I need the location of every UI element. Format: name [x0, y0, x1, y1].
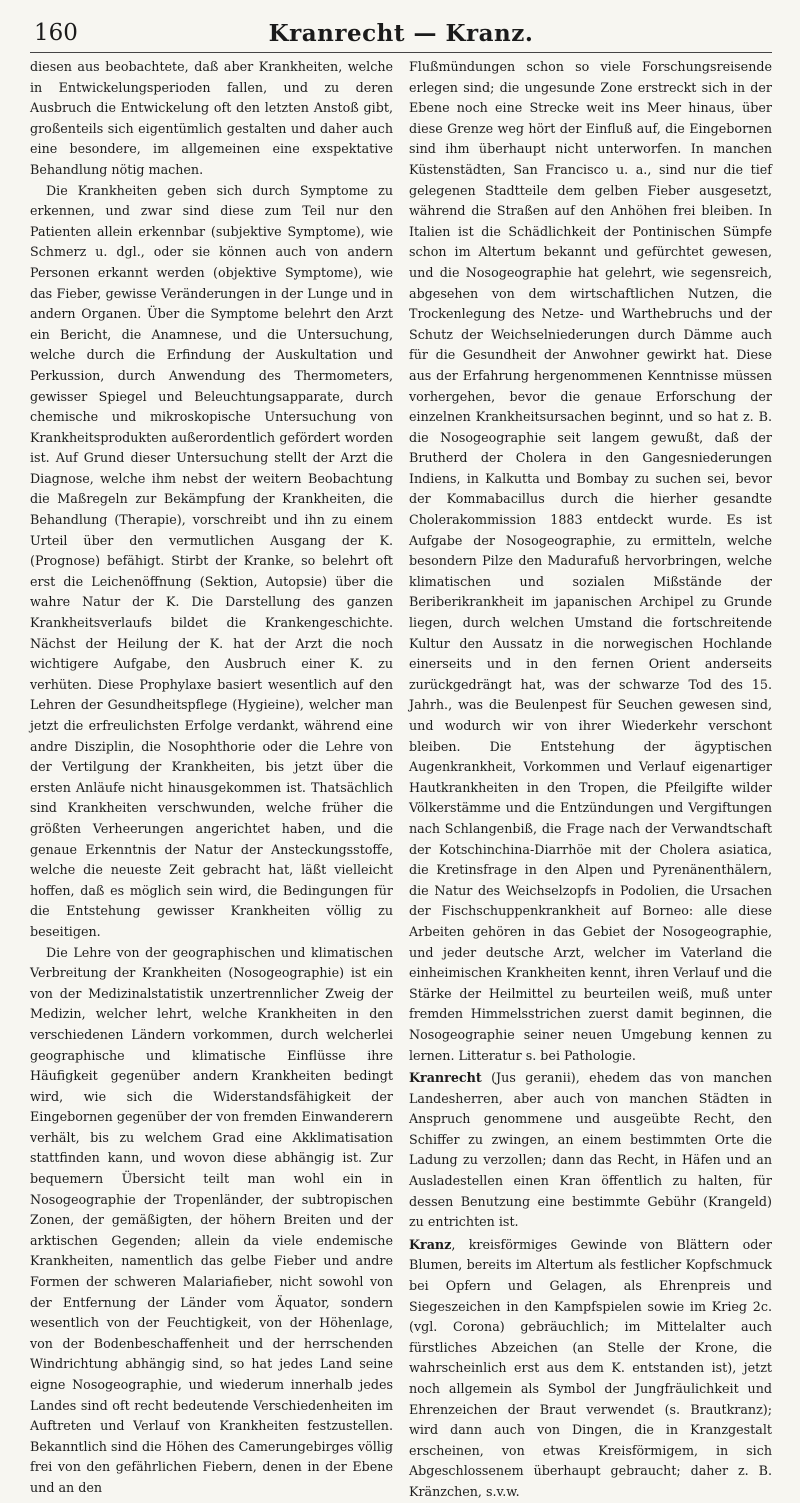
dictionary-entry [409, 1235, 772, 1503]
left-column [30, 57, 393, 1503]
entry-text: (Jus geranii), ehedem das von manchen Landesherren, aber auch von manchen Städten in Anspruch genommene und ausgeübte Recht, den Schiffer zu zwingen, an einem bestimmten Orte die Ladung zu verzollen; dann das Recht, in Häfen und an Ausladestellen einen Kran öffentlich zu halten, für dessen Benutzung eine bestimmte Gebühr (Krangeld) zu entrichten ist. [409, 1070, 772, 1230]
text-columns [30, 57, 772, 1503]
header-rule [30, 52, 772, 53]
dictionary-entry [409, 1068, 772, 1233]
entry-headword: Kranz [409, 1236, 452, 1252]
entry-text: , kreisförmiges Gewinde von Blättern oder Blumen, bereits im Altertum als festlicher Kopfschmuck bei Opfern und Gelagen, als Ehrenpreis und Siegeszeichen in den Kampfspielen sowie im Krieg 2c. (vgl. Corona) gebräuchlich; im Mittelalter auch fürstliches Abzeichen (an Stelle der Krone, die wahrscheinlich erst aus dem K. entstanden ist), jetzt noch allgemein als Symbol der Jungfräulichkeit und Ehrenzeichen der Braut verwendet (s. Brautkranz); wird dann auch von Dingen, die in Kranzgestalt erscheinen, von etwas Kreisförmigem, in sich Abgeschlossenem überhaupt gebraucht; daher z. B. Kränzchen, s.v.w. [409, 1236, 772, 1499]
right-column [409, 57, 772, 1503]
paragraph: Die Lehre von der geographischen und klimatischen Verbreitung der Krankheiten (Nosogeographie) ist ein von der Medizinalstatistik unzertrennlicher Zweig der Medizin, welcher lehrt, welche Krankheiten in den verschiedenen Ländern vorkommen, durch welcherlei geographische und klimatische Einflüsse ihre Häufigkeit gegenüber andern Krankheiten bedingt wird, wie sich die Widerstandsfähigkeit der Eingebornen gegenüber der von fremden Einwanderern verhält, bis zu welchem Grad eine Akklimatisation stattfinden kann, und wovon diese abhängig ist. Zur bequemern Übersicht teilt man wohl ein in Nosogeographie der Tropenländer, der subtropischen Zonen, der gemäßigten, der höhern Breiten und der arktischen Gegenden; allein da viele endemische Krankheiten, namentlich das gelbe Fieber und andre Formen der schweren Malariafieber, nicht sowohl von der Entfernung der Länder vom Äquator, sondern wesentlich von der Feuchtigkeit, von der Höhenlage, von der Bodenbeschaffenheit und der herrschenden Windrichtung abhängig sind, so hat jedes Land seine eigne Nosogeographie, und wiederum innerhalb jedes Landes sind oft recht bedeutende Verschiedenheiten im Auftreten und Verlauf von Krankheiten festzustellen. Bekanntlich sind die Höhen des Camerungebirges völlig frei von den gefährlichen Fiebern, denen in der Ebene und an den [30, 944, 393, 1495]
paragraph: Die Krankheiten geben sich durch Symptome zu erkennen, und zwar sind diese zum Teil nur den Patienten allein erkennbar (subjektive Symptome), wie Schmerz u. dgl., oder sie können auch von andern Personen erkannt werden (objektive Symptome), wie das Fieber, gewisse Veränderungen in der Lunge und in andern Organen. Über die Symptome belehrt den Arzt ein Bericht, die Anamnese, und die Untersuchung, welche durch die Erfindung der Auskultation und Perkussion, durch Anwendung des Thermometers, gewisser Spiegel und Beleuchtungsapparate, durch chemische und mikroskopische Untersuchung von Krankheitsprodukten außerordentlich gefördert worden ist. Auf Grund dieser Untersuchung stellt der Arzt die Diagnose, welche ihm nebst der weitern Beobachtung die Maßregeln zur Bekämpfung der Krankheiten, die Behandlung (Therapie), vorschreibt und ihn zu einem Urteil über den vermutlichen Ausgang der K. (Prognose) befähigt. Stirbt der Kranke, so belehrt oft erst die Leichenöffnung (Sektion, Autopsie) über die wahre Natur der K. Die Darstellung des ganzen Krankheitsverlaufs bildet die Krankengeschichte. Nächst der Heilung der K. hat der Arzt die noch wichtigere Aufgabe, den Ausbruch einer K. zu verhüten. Diese Prophylaxe basiert wesentlich auf den Lehren der Gesundheitspflege (Hygieine), welcher man jetzt die erfreulichsten Erfolge verdankt, während eine andre Disziplin, die Nosophthorie oder die Lehre von der Vertilgung der Krankheiten, bis jetzt über die ersten Anläufe nicht hinausgekommen ist. Thatsächlich sind Krankheiten verschwunden, welche früher die größten Verheerungen angerichtet haben, und die genaue Erkenntnis der Natur der Ansteckungsstoffe, welche die neueste Zeit gebracht hat, läßt vielleicht hoffen, daß es möglich sein wird, die Bedingungen für die Entstehung gewisser Krankheiten völlig zu beseitigen. [30, 182, 393, 939]
paragraph: Flußmündungen schon so viele Forschungsreisende erlegen sind; die ungesunde Zone erstreckt sich in der Ebene noch eine Strecke weit ins Meer hinaus, über diese Grenze weg hört der Einfluß auf, die Eingebornen sind ihm überhaupt nicht unterworfen. In manchen Küstenstädten, San Francisco u. a., sind nur die tief gelegenen Stadtteile dem gelben Fieber ausgesetzt, während die Straßen auf den Anhöhen frei bleiben. In Italien ist die Schädlichkeit der Pontinischen Sümpfe schon im Altertum bekannt und gefürchtet gewesen, und die Nosogeographie hat gelehrt, wie segensreich, abgesehen von dem wirtschaftlichen Nutzen, die Trockenlegung des Netze- und Warthebruchs und der Schutz der Weichselniederungen durch Dämme auch für die Gesundheit der Anwohner gewirkt hat. Diese aus der Erfahrung hergenommenen Kenntnisse müssen vorhergehen, bevor die genaue Erforschung der einzelnen Krankheitsursachen beginnt, und so hat z. B. die Nosogeographie seit langem gewußt, daß der Brutherd der Cholera in den Gangesniederungen Indiens, in Kalkutta und Bombay zu suchen sei, bevor der Kommabacillus durch die hierher gesandte Cholerakommission 1883 entdeckt wurde. Es ist Aufgabe der Nosogeographie, zu ermitteln, welche besondern Pilze den Madurafuß hervorbringen, welche klimatischen und sozialen Mißstände der Beriberikrankheit im japanischen Archipel zu Grunde liegen, durch welchen Umstand die fortschreitende Kultur den Aussatz in die norwegischen Hochlande einerseits und in den fernen Orient anderseits zurückgedrängt hat, was der schwarze Tod des 15. Jahrh., was die Beulenpest für Seuchen gewesen sind, und wodurch wir von ihrer Wiederkehr verschont bleiben. Die Entstehung der ägyptischen Augenkrankheit, Vorkommen und Verlauf eigenartiger Hautkrankheiten in den Tropen, die Pfeilgifte wilder Völkerstämme und die Entzündungen und Vergiftungen nach Schlangenbiß, die Frage nach der Verwandtschaft der Kotschinchina-Diarrhöe mit der Cholera asiatica, die Kretinsfrage in den Alpen und Pyrenänenthälern, die Natur des Weichselzopfs in Podolien, die Ursachen der Fischschuppenkrankheit auf Borneo: alle diese Arbeiten gehören in das Gebiet der Nosogeographie, und jeder deutsche Arzt, welcher im Vaterland die einheimischen Krankheiten kennt, ihren Verlauf und die Stärke der Heilmittel zu beurteilen weiß, muß unter fremden Himmelsstrichen zuerst damit beginnen, die Nosogeographie seiner neuen Umgebung kennen zu lernen. Litteratur s. bei Pathologie. [409, 59, 772, 1063]
running-head: Kranrecht — Kranz. [268, 20, 534, 47]
page-header [30, 14, 772, 50]
page-number: 160 [34, 20, 78, 46]
entry-headword: Kranrecht [409, 1070, 482, 1086]
paragraph: diesen aus beobachtete, daß aber Krankheiten, welche in Entwickelungsperioden fallen, und zu deren Ausbruch die Entwickelung oft den letzten Anstoß gibt, großenteils sich eigentümlich gestalten und daher auch eine besondere, im allgemeinen eine exspektative Behandlung nötig machen. [30, 59, 393, 177]
